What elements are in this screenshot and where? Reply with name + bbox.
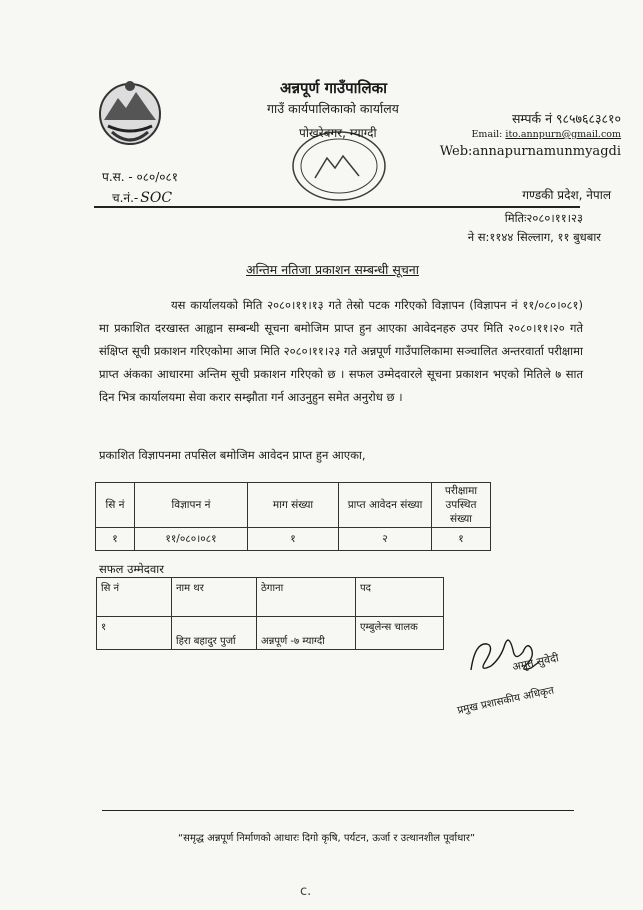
table-row — [96, 528, 491, 551]
table-row — [97, 617, 444, 650]
successful-table — [96, 577, 444, 650]
pen-mark: c. — [300, 884, 312, 899]
cell-post: एम्बुलेन्स चालक — [356, 617, 444, 650]
province-name: गण्डकी प्रदेश, नेपाल — [522, 188, 611, 202]
col-header-ad-no: विज्ञापन नं — [135, 483, 248, 528]
col-header-post: पद — [356, 578, 444, 617]
cell-demand: १ — [248, 528, 339, 551]
applications-header-row — [96, 483, 491, 528]
contact-number: सम्पर्क नं ९८५७६८३८१० — [511, 111, 621, 126]
cell-address: अन्नपूर्ण -७ म्याग्दी — [257, 617, 356, 650]
notice-title: अन्तिम नतिजा प्रकाशन सम्बन्धी सूचना — [246, 262, 419, 277]
office-place: पोखरेबगर, म्याग्दी — [299, 126, 377, 140]
header-divider — [94, 206, 580, 208]
col-header-present: परीक्षामा उपस्थित संख्या — [432, 483, 491, 528]
municipality-name: अन्नपूर्ण गाउँपालिका — [280, 79, 388, 97]
col-header-address: ठेगाना — [257, 578, 356, 617]
nepal-sambat-date: ने स:११४४ सिल्लाग, ११ बुधबार — [467, 230, 601, 244]
notice-date: मितिः२०८०।११।२३ — [504, 211, 583, 225]
notice-intro: प्रकाशित विज्ञापनमा तपसिल बमोजिम आवेदन प्राप्त हुन आएका, — [99, 448, 366, 462]
successful-label: सफल उम्मेदवार — [99, 562, 164, 576]
col-header-sn: सि नं — [96, 483, 135, 528]
signatory-designation: प्रमुख प्रशासकीय अधिकृत — [456, 684, 556, 717]
cell-sn: १ — [96, 528, 135, 551]
cell-name: हिरा बहादुर पुर्जा — [172, 617, 257, 650]
col-header-received: प्राप्त आवेदन संख्या — [339, 483, 432, 528]
footer-slogan: “समृद्ध अन्नपूर्ण निर्माणको आधारः दिगो कृषि, पर्यटन, ऊर्जा र उत्थानशील पूर्वाधार” — [178, 833, 476, 844]
notice-body: यस कार्यालयको मिति २०८०।११।१३ गते तेस्रो पटक गरिएको विज्ञापन (विज्ञापन नं ११/०८०।०८१) मा प्रकाशित दरखास्त आह्वान सम्बन्धी सूचना बमोजिम प्राप्त हुन आएका आवेदनहरु उपर मिति २०८०।११।२० गते संक्षिप्त सूची प्रकाशन गरिएकोमा आज मिति २०८०।११।२३ गते अन्नपूर्ण गाउँपालिकामा सञ्चालित अन्तरवार्ता परीक्षामा प्राप्त अंकका आधारमा अन्तिम सूची प्रकाशन गरिएको छ । सफल उम्मेदवारले सूचना प्रकाशन भएको मितिले ७ सात दिन भित्र कार्यालयमा सेवा करार सम्झौता गर्न आउनुहुन समेत अनुरोध छ । — [99, 298, 583, 404]
cell-received: २ — [339, 528, 432, 551]
chalani-value: SOC — [140, 190, 173, 206]
cell-sn: १ — [97, 617, 172, 650]
web-address[interactable]: Web:annapurnamunmyagdi — [439, 144, 621, 159]
email-link[interactable]: ito.annpurn@gmail.com — [505, 129, 621, 140]
successful-header-row — [97, 578, 444, 617]
signatory-name: अमृत सुवेदी — [511, 651, 560, 674]
cell-present: १ — [432, 528, 491, 551]
chalani-label: च.नं.- — [112, 191, 139, 205]
nepal-emblem-icon — [90, 72, 170, 152]
office-name: गाउँ कार्यपालिकाको कार्यालय — [267, 101, 399, 116]
footer-divider — [102, 810, 574, 811]
cell-ad-no: ११/०८०।०८१ — [135, 528, 248, 551]
patra-sankhya: प.स. - ०८०/०८१ — [102, 170, 178, 184]
email-line — [472, 129, 622, 140]
chalani-number — [112, 189, 172, 206]
email-label: Email: — [471, 129, 506, 140]
applications-table — [95, 482, 491, 551]
col-header-name: नाम थर — [172, 578, 257, 617]
col-header-demand: माग संख्या — [248, 483, 339, 528]
col-header-sn: सि नं — [97, 578, 172, 617]
